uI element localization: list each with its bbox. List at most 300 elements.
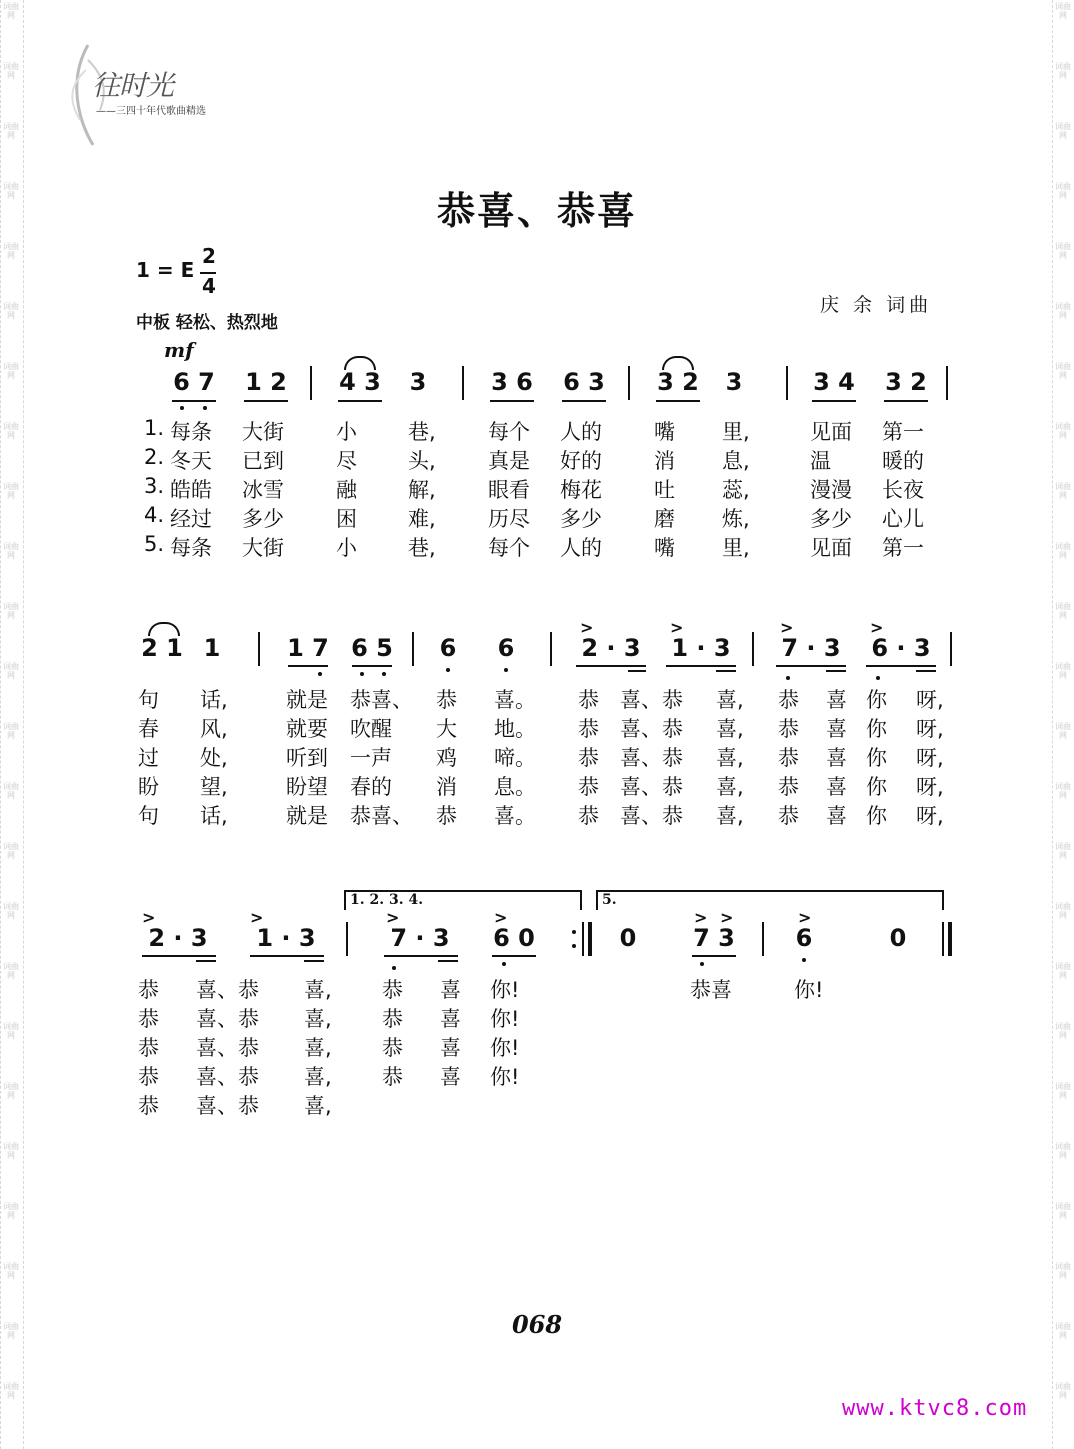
accent-mark: > (780, 618, 794, 637)
lyric-word: 你 (866, 775, 887, 799)
note-group: 1 · 3 (671, 634, 731, 662)
lyric-word: 恭 (778, 804, 799, 828)
lyric-word: 喜。 (494, 688, 536, 712)
repeat-dot (572, 930, 576, 934)
lyric-word: 喜、恭 (620, 804, 683, 828)
lyric-word: 人的 (560, 536, 602, 560)
lyric-word: 里, (722, 536, 750, 560)
low-octave-dot (802, 958, 806, 962)
lyric-word: 眼看 (488, 478, 530, 502)
lyric-word: 难, (408, 507, 436, 531)
bar-line (258, 632, 260, 666)
lyric-word: 恭 (138, 1036, 159, 1060)
lyric-word: 喜, (304, 1094, 332, 1118)
watermark-label: 词曲网 (3, 1262, 19, 1280)
lyric-word: 蕊, (722, 478, 750, 502)
lyric-word: 呀, (916, 775, 944, 799)
repeat-bar-line (588, 922, 592, 956)
watermark-label: 词曲网 (3, 1142, 19, 1160)
lyric-word: 4. (144, 503, 165, 527)
lyric-word: 喜、恭 (196, 1065, 259, 1089)
watermark-label: 词曲网 (3, 62, 19, 80)
watermark-label: 词曲网 (3, 842, 19, 860)
lyric-word: 喜, (716, 804, 744, 828)
lyric-word: 春的 (350, 775, 392, 799)
lyric-word: 喜, (304, 1036, 332, 1060)
low-octave-dot (446, 668, 450, 672)
beam (490, 400, 534, 402)
lyric-word: 恭 (578, 717, 599, 741)
watermark-label: 词曲网 (1055, 482, 1071, 500)
lyric-word: 人的 (560, 420, 602, 444)
lyric-word: 恭 (436, 804, 457, 828)
lyric-word: 恭 (578, 804, 599, 828)
watermark-label: 词曲网 (3, 1022, 19, 1040)
book-brand: 往时光 (92, 69, 174, 102)
watermark-label: 词曲网 (1055, 242, 1071, 260)
volta-1-label: 1. 2. 3. 4. (350, 892, 424, 908)
lyric-word: 暖的 (882, 449, 924, 473)
lyric-word: 地。 (494, 717, 536, 741)
lyric-word: 过 (138, 746, 159, 770)
note-group: 4 3 (339, 368, 381, 396)
accent-mark: > (870, 618, 884, 637)
note-group: 1 · 3 (256, 924, 316, 952)
lyric-word: 尽 (336, 449, 357, 473)
beam (304, 960, 324, 962)
lyric-word: 吹醒 (350, 717, 392, 741)
bar-line (346, 922, 348, 956)
lyric-word: 句 (138, 688, 159, 712)
note: 6 (497, 634, 515, 662)
watermark-label: 词曲网 (1055, 1322, 1071, 1340)
beam (196, 960, 216, 962)
lyric-word: 长夜 (882, 478, 924, 502)
lyric-word: 喜、恭 (620, 775, 683, 799)
lyric-word: 就是 (286, 804, 328, 828)
beam (244, 400, 288, 402)
beam (826, 670, 846, 672)
lyric-word: 恭 (382, 1036, 403, 1060)
volta-bracket (942, 890, 944, 910)
lyric-word: 大街 (242, 536, 284, 560)
lyric-word: 你! (794, 978, 824, 1002)
lyric-word: 恭 (382, 1007, 403, 1031)
lyric-word: 恭 (436, 688, 457, 712)
lyric-word: 梅花 (560, 478, 602, 502)
lyric-word: 里, (722, 420, 750, 444)
end-bar-line (948, 922, 952, 956)
lyric-word: 话, (200, 688, 228, 712)
volta-bracket (344, 890, 346, 910)
note-group: 6 7 (173, 368, 215, 396)
watermark-label: 词曲网 (3, 902, 19, 920)
beam (776, 665, 846, 667)
lyric-word: 处, (200, 746, 228, 770)
lyric-word: 一声 (350, 746, 392, 770)
accent-mark: > (670, 618, 684, 637)
watermark-label: 词曲网 (1055, 1382, 1071, 1400)
lyric-word: 大街 (242, 420, 284, 444)
key-signature: 1 = E (136, 258, 195, 282)
note: 0 (889, 924, 907, 952)
tempo-marking: 中板 轻松、热烈地 (136, 313, 278, 333)
lyric-word: 喜, (716, 717, 744, 741)
lyric-word: 吐 (654, 478, 675, 502)
volta-bracket (596, 890, 598, 910)
lyric-word: 你! (490, 978, 520, 1002)
bar-line (950, 632, 952, 666)
dynamic-marking: mf (164, 338, 194, 362)
lyric-word: 巷, (408, 420, 436, 444)
beam (352, 665, 392, 667)
beam (172, 400, 216, 402)
lyric-word: 喜 (826, 717, 847, 741)
watermark-label: 词曲网 (3, 362, 19, 380)
watermark-label: 词曲网 (3, 1382, 19, 1400)
watermark-label: 词曲网 (3, 722, 19, 740)
lyric-word: 每条 (170, 420, 212, 444)
note-group: 7 · 3 (781, 634, 841, 662)
beam (716, 670, 736, 672)
beam (692, 955, 736, 957)
lyric-word: 解, (408, 478, 436, 502)
note-group: 3 4 (813, 368, 855, 396)
lyric-word: 盼 (138, 775, 159, 799)
watermark-label: 词曲网 (1055, 782, 1071, 800)
note-group: 1 7 (287, 634, 329, 662)
lyric-word: 历尽 (488, 507, 530, 531)
lyric-word: 春 (138, 717, 159, 741)
lyric-word: 磨 (654, 507, 675, 531)
watermark-label: 词曲网 (3, 602, 19, 620)
low-octave-dot (318, 672, 322, 676)
low-octave-dot (502, 962, 506, 966)
lyric-word: 炼, (722, 507, 750, 531)
slur (148, 622, 180, 636)
lyric-word: 经过 (170, 507, 212, 531)
lyric-word: 小 (336, 536, 357, 560)
watermark-label: 词曲网 (1055, 62, 1071, 80)
lyric-word: 恭喜 (690, 978, 732, 1002)
lyric-word: 每个 (488, 536, 530, 560)
lyric-word: 见面 (810, 536, 852, 560)
low-octave-dot (180, 406, 184, 410)
lyric-word: 句 (138, 804, 159, 828)
accent-mark: > (494, 908, 508, 927)
accent-mark: > (798, 908, 812, 927)
beam (916, 670, 936, 672)
beam (628, 670, 646, 672)
note-group: 6 · 3 (871, 634, 931, 662)
watermark-label: 词曲网 (1055, 302, 1071, 320)
lyric-word: 恭 (382, 1065, 403, 1089)
lyric-word: 恭 (578, 746, 599, 770)
low-octave-dot (392, 966, 396, 970)
lyric-word: 喜 (826, 775, 847, 799)
lyric-word: 话, (200, 804, 228, 828)
lyric-word: 皓皓 (170, 478, 212, 502)
low-octave-dot (360, 672, 364, 676)
accent-mark: > (386, 908, 400, 927)
lyric-word: 嘴 (654, 536, 675, 560)
watermark-label: 词曲网 (3, 122, 19, 140)
lyric-word: 1. (144, 416, 165, 440)
watermark-label: 词曲网 (1055, 842, 1071, 860)
book-subtitle: ——三四十年代歌曲精选 (96, 106, 206, 117)
lyric-word: 多少 (560, 507, 602, 531)
lyric-word: 恭 (382, 978, 403, 1002)
author-credit: 庆 余 词曲 (820, 294, 933, 316)
lyric-word: 困 (336, 507, 357, 531)
lyric-word: 听到 (286, 746, 328, 770)
lyric-word: 喜 (440, 1036, 461, 1060)
lyric-word: 风, (200, 717, 228, 741)
lyric-word: 恭 (778, 688, 799, 712)
repeat-bar-line (582, 922, 584, 956)
lyric-word: 多少 (242, 507, 284, 531)
watermark-label: 词曲网 (3, 662, 19, 680)
lyric-word: 恭 (778, 775, 799, 799)
bar-line (462, 366, 464, 400)
lyric-word: 喜, (716, 775, 744, 799)
beam (656, 400, 700, 402)
beam (576, 665, 646, 667)
accent-mark: > (694, 908, 708, 927)
low-octave-dot (786, 676, 790, 680)
lyric-word: 喜, (716, 688, 744, 712)
watermark-label: 词曲网 (1055, 1262, 1071, 1280)
lyric-word: 漫漫 (810, 478, 852, 502)
lyric-word: 你! (490, 1007, 520, 1031)
lyric-word: 恭喜、 (350, 804, 413, 828)
lyric-word: 恭 (778, 717, 799, 741)
lyric-word: 呀, (916, 717, 944, 741)
lyric-word: 息, (722, 449, 750, 473)
low-octave-dot (382, 672, 386, 676)
lyric-word: 你! (490, 1065, 520, 1089)
lyric-word: 喜、恭 (620, 717, 683, 741)
lyric-word: 喜。 (494, 804, 536, 828)
watermark-label: 词曲网 (1055, 122, 1071, 140)
low-octave-dot (504, 668, 508, 672)
low-octave-dot (876, 676, 880, 680)
watermark-label: 词曲网 (1055, 962, 1071, 980)
lyric-word: 消 (436, 775, 457, 799)
watermark-label: 词曲网 (3, 962, 19, 980)
lyric-word: 第一 (882, 536, 924, 560)
lyric-word: 冬天 (170, 449, 212, 473)
accent-mark: > (720, 908, 734, 927)
watermark-label: 词曲网 (3, 182, 19, 200)
note: 6 (795, 924, 813, 952)
note-group: 6 3 (563, 368, 605, 396)
lyric-word: 就是 (286, 688, 328, 712)
time-signature-top: 2 (202, 244, 216, 268)
watermark-label: 词曲网 (3, 782, 19, 800)
page-number: 068 (511, 1310, 563, 1339)
lyric-word: 喜, (304, 1065, 332, 1089)
volta-bracket (580, 890, 582, 910)
watermark-label: 词曲网 (3, 2, 19, 20)
watermark-label: 词曲网 (1055, 182, 1071, 200)
lyric-word: 恭 (578, 775, 599, 799)
watermark-label: 词曲网 (3, 1082, 19, 1100)
watermark-label: 词曲网 (1055, 542, 1071, 560)
beam (142, 955, 216, 957)
lyric-word: 呀, (916, 688, 944, 712)
lyric-word: 喜 (440, 1007, 461, 1031)
lyric-word: 2. (144, 445, 165, 469)
lyric-word: 真是 (488, 449, 530, 473)
lyric-word: 喜、恭 (196, 978, 259, 1002)
low-octave-dot (700, 962, 704, 966)
note-group: 2 · 3 (581, 634, 641, 662)
watermark-label: 词曲网 (1055, 602, 1071, 620)
bar-line (946, 366, 948, 400)
watermark-label: 词曲网 (1055, 1142, 1071, 1160)
lyric-word: 你 (866, 688, 887, 712)
slur (344, 356, 376, 370)
lyric-word: 喜 (440, 978, 461, 1002)
watermark-label: 词曲网 (1055, 662, 1071, 680)
beam (666, 665, 736, 667)
lyric-word: 恭 (778, 746, 799, 770)
lyric-word: 见面 (810, 420, 852, 444)
watermark-label: 词曲网 (3, 542, 19, 560)
lyric-word: 嘴 (654, 420, 675, 444)
note: 3 (409, 368, 427, 396)
lyric-word: 每条 (170, 536, 212, 560)
beam (384, 955, 458, 957)
website-watermark: www.ktvc8.com (842, 1396, 1028, 1421)
lyric-word: 喜、恭 (196, 1007, 259, 1031)
lyric-word: 你 (866, 746, 887, 770)
lyric-word: 冰雪 (242, 478, 284, 502)
lyric-word: 呀, (916, 746, 944, 770)
lyric-word: 恭喜、 (350, 688, 413, 712)
lyric-word: 心儿 (882, 507, 924, 531)
beam (812, 400, 856, 402)
watermark-label: 词曲网 (1055, 362, 1071, 380)
end-bar-line (942, 922, 944, 956)
watermark-label: 词曲网 (1055, 1202, 1071, 1220)
note-group: 1 2 (245, 368, 287, 396)
lyric-word: 恭 (138, 1065, 159, 1089)
lyric-word: 5. (144, 532, 165, 556)
lyric-word: 你 (866, 717, 887, 741)
slur (662, 356, 694, 370)
lyric-word: 啼。 (494, 746, 536, 770)
note: 1 (203, 634, 221, 662)
lyric-word: 融 (336, 478, 357, 502)
note-group: 6 0 (493, 924, 535, 952)
lyric-word: 头, (408, 449, 436, 473)
beam (438, 960, 458, 962)
lyric-word: 你 (866, 804, 887, 828)
lyric-word: 恭 (138, 978, 159, 1002)
beam (562, 400, 606, 402)
watermark-label: 词曲网 (3, 302, 19, 320)
low-octave-dot (203, 406, 207, 410)
watermark-label: 词曲网 (3, 1202, 19, 1220)
lyric-word: 望, (200, 775, 228, 799)
lyric-word: 呀, (916, 804, 944, 828)
lyric-word: 喜、恭 (620, 688, 683, 712)
bar-line (310, 366, 312, 400)
lyric-word: 消 (654, 449, 675, 473)
lyric-word: 喜 (440, 1065, 461, 1089)
lyric-word: 每个 (488, 420, 530, 444)
accent-mark: > (580, 618, 594, 637)
bar-line (752, 632, 754, 666)
lyric-word: 息。 (494, 775, 536, 799)
note: 3 (725, 368, 743, 396)
lyric-word: 小 (336, 420, 357, 444)
lyric-word: 就要 (286, 717, 328, 741)
song-title: 恭喜、恭喜 (436, 189, 637, 233)
lyric-word: 恭 (578, 688, 599, 712)
note-group: 3 2 (657, 368, 699, 396)
watermark-label: 词曲网 (1055, 422, 1071, 440)
time-signature-bottom: 4 (202, 274, 216, 298)
watermark-label: 词曲网 (1055, 1022, 1071, 1040)
beam (250, 955, 324, 957)
lyric-word: 喜、恭 (196, 1094, 259, 1118)
lyric-word: 喜 (826, 688, 847, 712)
watermark-label: 词曲网 (3, 422, 19, 440)
beam (338, 400, 382, 402)
watermark-label: 词曲网 (1055, 722, 1071, 740)
lyric-word: 第一 (882, 420, 924, 444)
beam (288, 665, 328, 667)
lyric-word: 好的 (560, 449, 602, 473)
beam (866, 665, 936, 667)
note-group: 7 3 (693, 924, 735, 952)
note: 6 (439, 634, 457, 662)
lyric-word: 盼望 (286, 775, 328, 799)
lyric-word: 喜 (826, 804, 847, 828)
lyric-word: 温 (810, 449, 831, 473)
lyric-word: 多少 (810, 507, 852, 531)
lyric-word: 你! (490, 1036, 520, 1060)
lyric-word: 恭 (138, 1094, 159, 1118)
watermark-label: 词曲网 (3, 482, 19, 500)
volta-bracket (596, 890, 944, 892)
bar-line (762, 922, 764, 956)
watermark-label: 词曲网 (3, 1322, 19, 1340)
note-group: 3 2 (885, 368, 927, 396)
bar-line (412, 632, 414, 666)
beam (492, 955, 536, 957)
lyric-word: 喜, (304, 978, 332, 1002)
lyric-word: 已到 (242, 449, 284, 473)
lyric-word: 喜, (304, 1007, 332, 1031)
note-group: 6 5 (351, 634, 393, 662)
lyric-word: 喜、恭 (196, 1036, 259, 1060)
watermark-label: 词曲网 (1055, 2, 1071, 20)
note-group: 3 6 (491, 368, 533, 396)
bar-line (550, 632, 552, 666)
repeat-dot (572, 944, 576, 948)
note-group: 2 1 (141, 634, 183, 662)
accent-mark: > (250, 908, 264, 927)
lyric-word: 大 (436, 717, 457, 741)
lyric-word: 3. (144, 474, 165, 498)
lyric-word: 鸡 (436, 746, 457, 770)
watermark-label: 词曲网 (1055, 1082, 1071, 1100)
beam (884, 400, 928, 402)
